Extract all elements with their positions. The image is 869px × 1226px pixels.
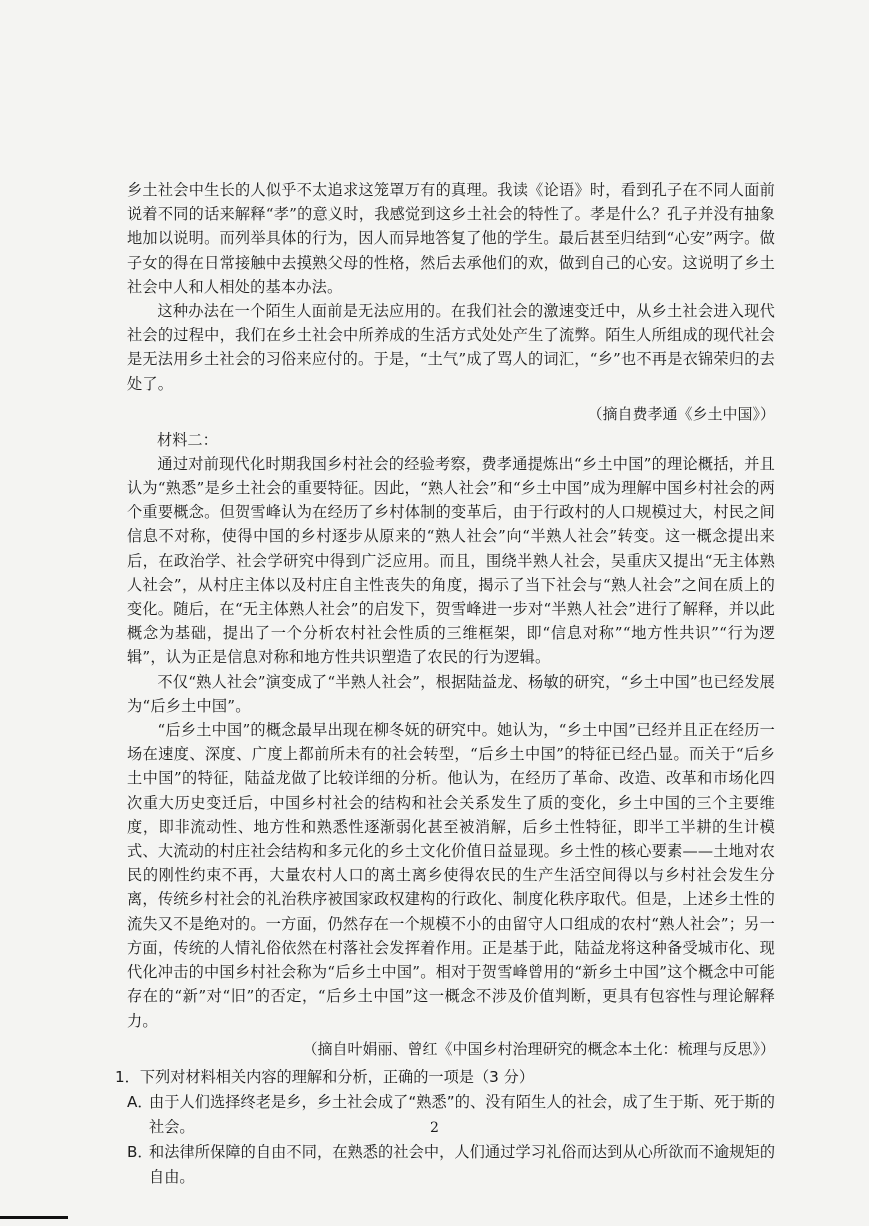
material2-source: （摘自叶娟丽、曾红《中国乡村治理研究的概念本土化：梳理与反思》） — [302, 1039, 775, 1058]
scan-edge-mark — [0, 1216, 68, 1219]
option-letter: A． — [127, 1092, 153, 1111]
page-content — [115, 178, 775, 1190]
option-text: 和法律所保障的自由不同，在熟悉的社会中，人们通过学习礼俗而达到从心所欲而不逾规矩的自由。 — [149, 1142, 775, 1186]
option-b[interactable] — [127, 1140, 775, 1190]
option-text: 由于人们选择终老是乡，乡土社会成了“熟悉”的、没有陌生人的社会，成了生于斯、死于斯的社会。 — [149, 1092, 775, 1136]
page-number: 2 — [430, 1120, 439, 1136]
material2-paragraph-3: “后乡土中国”的概念最早出现在柳冬妩的研究中。她认为，“乡土中国”已经并且正在经历一场在速度、深度、广度上都前所未有的社会转型，“后乡土中国”的特征已经凸显。而关于“后乡土中国”的特征，陆益龙做了比较详细的分析。他认为，在经历了革命、改造、改革和市场化四次重大历史变迁后，中国乡村社会的结构和社会关系发生了质的变化，乡土中国的三个主要维度，即非流动性、地方性和熟悉性逐渐弱化甚至被消解，后乡土性特征，即半工半耕的生计模式、大流动的村庄社会结构和多元化的乡土文化价值日益显现。乡土性的核心要素——土地对农民的刚性约束不再，大量农村人口的离土离乡使得农民的生产生活空间得以与乡村社会发生分离，传统乡村社会的礼治秩序被国家政权建构的行政化、制度化秩序取代。但是，上述乡土性的流失又不是绝对的。一方面，仍然存在一个规模不小的由留守人口组成的农村“熟人社会”；另一方面，传统的人情礼俗依然在村落社会发挥着作用。正是基于此，陆益龙将这种备受城市化、现代化冲击的中国乡村社会称为“后乡土中国”。相对于贺雪峰曾用的“新乡土中国”这个概念中可能存在的“新”对“旧”的否定，“后乡土中国”这一概念不涉及价值判断，更具有包容性与理论解释力。 — [127, 721, 775, 1030]
material1-paragraph-2: 这种办法在一个陌生人面前是无法应用的。在我们社会的激速变迁中，从乡土社会进入现代社会的过程中，我们在乡土社会中所养成的生活方式处处产生了流弊。陌生人所组成的现代社会是无法用乡土社会的习俗来应付的。于是，“土气”成了骂人的词汇，“乡”也不再是衣锦荣归的去处了。 — [127, 302, 775, 393]
material2-label: 材料二： — [157, 430, 218, 449]
question-stem: 1．下列对材料相关内容的理解和分析，正确的一项是（3 分） — [115, 1067, 535, 1086]
material1-source: （摘自费孝通《乡土中国》） — [587, 404, 775, 423]
material2-paragraph-1: 通过对前现代化时期我国乡村社会的经验考察，费孝通提炼出“乡土中国”的理论概括，并且认为“熟悉”是乡土社会的重要特征。因此，“熟人社会”和“乡土中国”成为理解中国乡村社会的两个重要概念。但贺雪峰认为在经历了乡村体制的变革后，由于行政村的人口规模过大，村民之间信息不对称，使得中国的乡村逐步从原来的“熟人社会”向“半熟人社会”转变。这一概念提出来后，在政治学、社会学研究中得到广泛应用。而且，围绕半熟人社会，吴重庆又提出“无主体熟人社会”，从村庄主体以及村庄自主性丧失的角度，揭示了当下社会与“熟人社会”之间在质上的变化。随后，在“无主体熟人社会”的启发下，贺雪峰进一步对“半熟人社会”进行了解释，并以此概念为基础，提出了一个分析农村社会性质的三维框架，即“信息对称”“地方性共识”“行为逻辑”，认为正是信息对称和地方性共识塑造了农民的行为逻辑。 — [127, 454, 775, 667]
material2-paragraph-2: 不仅“熟人社会”演变成了“半熟人社会”，根据陆益龙、杨敏的研究，“乡土中国”也已经发展为“后乡土中国”。 — [127, 672, 775, 715]
material1-paragraph-1: 乡土社会中生长的人似乎不太追求这笼罩万有的真理。我读《论语》时，看到孔子在不同人面前说着不同的话来解释“孝”的意义时，我感觉到这乡土社会的特性了。孝是什么？孔子并没有抽象地加以说明。而列举具体的行为，因人而异地答复了他的学生。最后甚至归结到“心安”两字。做子女的得在日常接触中去摸熟父母的性格，然后去承他们的欢，做到自己的心安。这说明了乡土社会中人和人相处的基本办法。 — [127, 181, 775, 296]
option-letter: B． — [127, 1142, 153, 1161]
